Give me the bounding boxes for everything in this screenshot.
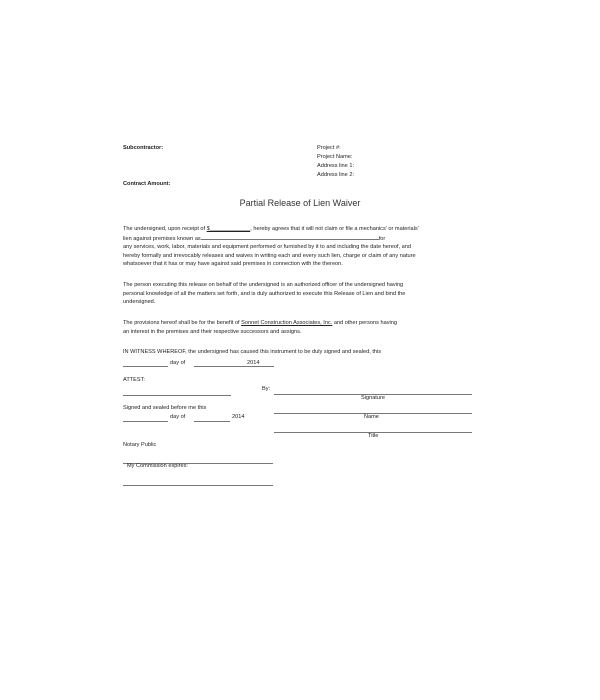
para1-line4: hereby formally and irrevocably releases and waives in writing each and every such lien, charge or claim of any nature — [123, 252, 416, 259]
sworn-text: Signed and sealed before me this — [123, 405, 207, 411]
para1-line5: whatsoever that it has or may have against said premises in connection with the thereon. — [123, 261, 343, 267]
witness-month-blank — [194, 366, 274, 367]
para1-line3: any services, work, labor, materials and equipment performed or furnished by it to and including the date hereof, and — [123, 244, 411, 250]
notary-label: Notary Public — [123, 442, 157, 448]
subcontractor-label: Subcontractor: — [123, 145, 164, 151]
premises-blank — [201, 234, 379, 240]
para3-text-a: The provisions hereof shall be for the benefit of — [123, 320, 242, 326]
authority-paragraph — [123, 281, 443, 307]
address-line2-label: Address line 2: — [317, 172, 355, 178]
para2-line1: The person executing this release on behalf of the undersigned is an authorized officer of the undersigned having — [123, 282, 404, 288]
commission-line — [123, 485, 273, 486]
premises-for: for — [378, 235, 386, 242]
witness-day-blank — [123, 366, 168, 367]
para2-line2: personal knowledge of all the matters set forth, and is duly authorized to execute this Release of Lien and bind the — [123, 290, 406, 297]
para1-text-b: , hereby agrees that it will not claim or file a mechanics' or materials' — [250, 226, 419, 232]
document-title: Partial Release of Lien Waiver — [239, 198, 361, 208]
address-line1-label: Address line 1: — [317, 163, 355, 169]
witness-year: 2014 — [247, 360, 260, 366]
sworn-month-blank — [194, 421, 230, 422]
para3-text-b: and other persons having — [332, 320, 397, 326]
witness-text: IN WITNESS WHEREOF, the undersigned has caused this instrument to be duly signed and sealed, this — [123, 349, 382, 355]
by-label: By: — [262, 386, 271, 392]
project-name-label: Project Name: — [317, 154, 353, 160]
project-number-label: Project #: — [317, 145, 341, 151]
company-name: Sonnet Construction Associates, Inc. — [241, 320, 333, 326]
sworn-day-of: day of — [170, 414, 186, 420]
release-paragraph — [123, 225, 443, 269]
title-label: Title — [368, 433, 379, 439]
contract-amount-label: Contract Amount: — [123, 181, 171, 187]
sworn-day-blank — [123, 421, 168, 422]
attest-label: ATTEST: — [123, 377, 145, 383]
benefit-paragraph — [123, 319, 443, 336]
commission-label: My Commission expires: — [127, 463, 188, 469]
premises-label: lien against premises known as — [123, 235, 201, 242]
para2-line3: undersigned. — [123, 299, 156, 305]
name-label: Name — [364, 414, 379, 420]
attest-line — [123, 395, 231, 396]
signature-label: Signature — [361, 395, 385, 401]
amount-blank: $_____________ — [206, 226, 251, 232]
sworn-year: 2014 — [232, 414, 245, 420]
para3-line2: an interest in the premises and their respective successors and assigns. — [123, 328, 302, 335]
witness-day-of: day of — [170, 360, 186, 366]
para1-text-a: The undersigned, upon receipt of — [123, 226, 207, 232]
